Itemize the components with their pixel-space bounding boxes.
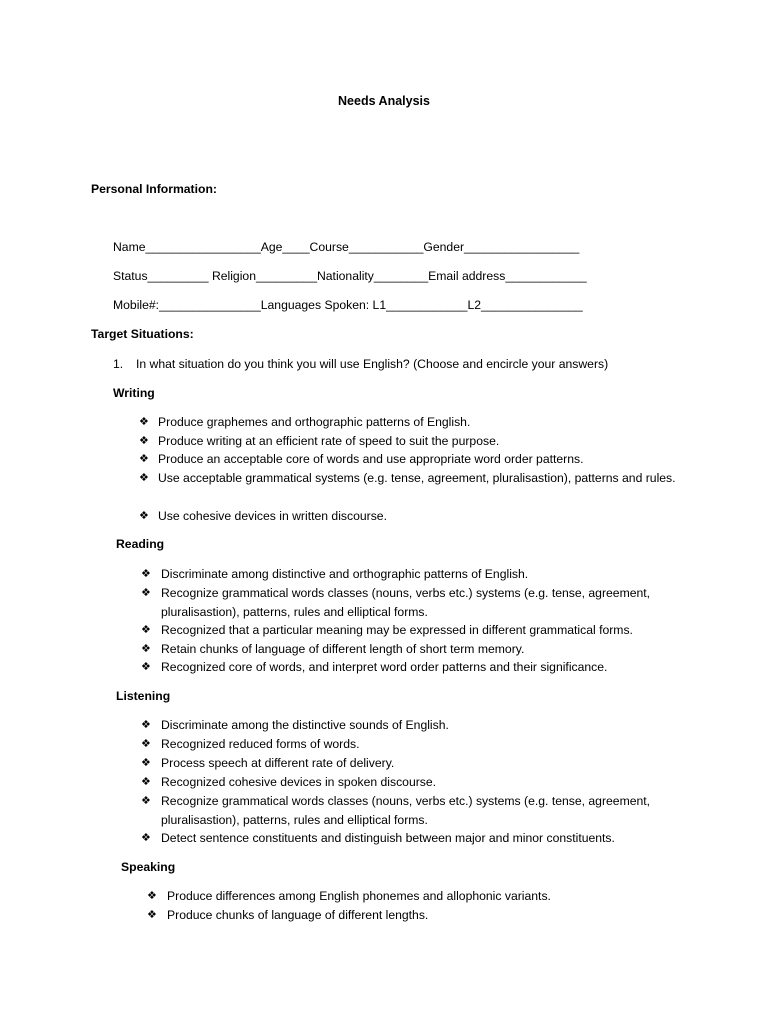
- list-item: Produce differences among English phonemes and allophonic variants.: [167, 889, 551, 903]
- list-item: Recognized reduced forms of words.: [161, 737, 360, 751]
- list-item: Discriminate among the distinctive sounds of English.: [161, 718, 449, 732]
- list-item: Recognize grammatical words classes (nouns, verbs etc.) systems (e.g. tense, agreement, pluralisastion), patterns, rules and elliptical forms.: [161, 794, 651, 827]
- question-number: 1.: [113, 357, 124, 371]
- bullet-icon: ❖: [141, 587, 151, 599]
- question-text: In what situation do you think you will use English? (Choose and encircle your answers): [136, 357, 609, 371]
- list-item: Retain chunks of language of different length of short term memory.: [161, 642, 525, 656]
- personal-line-3: Mobile#:_______________Languages Spoken: L1____________L2_______________: [113, 298, 583, 312]
- target-situations-heading: Target Situations:: [91, 327, 194, 341]
- bullet-icon: ❖: [141, 661, 151, 673]
- list-item: Recognized cohesive devices in spoken discourse.: [161, 775, 437, 789]
- list-item: Use acceptable grammatical systems (e.g. tense, agreement, pluralisastion), patterns and rules.: [158, 471, 676, 485]
- section-heading-listening: Listening: [116, 689, 171, 703]
- personal-line-2: Status_________ Religion_________Nationality________Email address____________: [113, 269, 587, 283]
- list-item: Discriminate among distinctive and orthographic patterns of English.: [161, 567, 529, 581]
- bullet-icon: ❖: [141, 757, 151, 769]
- list-item: Detect sentence constituents and distinguish between major and minor constituents.: [161, 831, 615, 845]
- personal-info-heading: Personal Information:: [91, 182, 217, 196]
- list-item: Produce writing at an efficient rate of speed to suit the purpose.: [158, 434, 500, 448]
- list-item: Recognized core of words, and interpret word order patterns and their significance.: [161, 660, 608, 674]
- page-title: Needs Analysis: [338, 94, 430, 108]
- bullet-icon: ❖: [141, 719, 151, 731]
- bullet-icon: ❖: [141, 795, 151, 807]
- list-item: Use cohesive devices in written discourse.: [158, 509, 387, 523]
- list-item: Produce an acceptable core of words and use appropriate word order patterns.: [158, 452, 584, 466]
- bullet-icon: ❖: [141, 832, 151, 844]
- bullet-icon: ❖: [141, 643, 151, 655]
- bullet-icon: ❖: [139, 416, 149, 428]
- bullet-icon: ❖: [141, 568, 151, 580]
- bullet-icon: ❖: [139, 453, 149, 465]
- section-heading-reading: Reading: [116, 537, 165, 551]
- bullet-icon: ❖: [147, 890, 157, 902]
- bullet-icon: ❖: [141, 738, 151, 750]
- bullet-icon: ❖: [139, 472, 149, 484]
- bullet-icon: ❖: [139, 510, 149, 522]
- list-item: Produce graphemes and orthographic patterns of English.: [158, 415, 471, 429]
- section-heading-writing: Writing: [113, 386, 155, 400]
- bullet-icon: ❖: [139, 435, 149, 447]
- bullet-icon: ❖: [141, 624, 151, 636]
- list-item: Process speech at different rate of delivery.: [161, 756, 395, 770]
- bullet-icon: ❖: [141, 776, 151, 788]
- list-item: Produce chunks of language of different lengths.: [167, 908, 429, 922]
- bullet-icon: ❖: [147, 909, 157, 921]
- list-item: Recognized that a particular meaning may be expressed in different grammatical forms.: [161, 623, 633, 637]
- personal-line-1: Name_________________Age____Course___________Gender_________________: [113, 240, 580, 254]
- list-item: Recognize grammatical words classes (nouns, verbs etc.) systems (e.g. tense, agreement, pluralisastion), patterns, rules and elliptical forms.: [161, 586, 651, 619]
- section-heading-speaking: Speaking: [121, 860, 176, 874]
